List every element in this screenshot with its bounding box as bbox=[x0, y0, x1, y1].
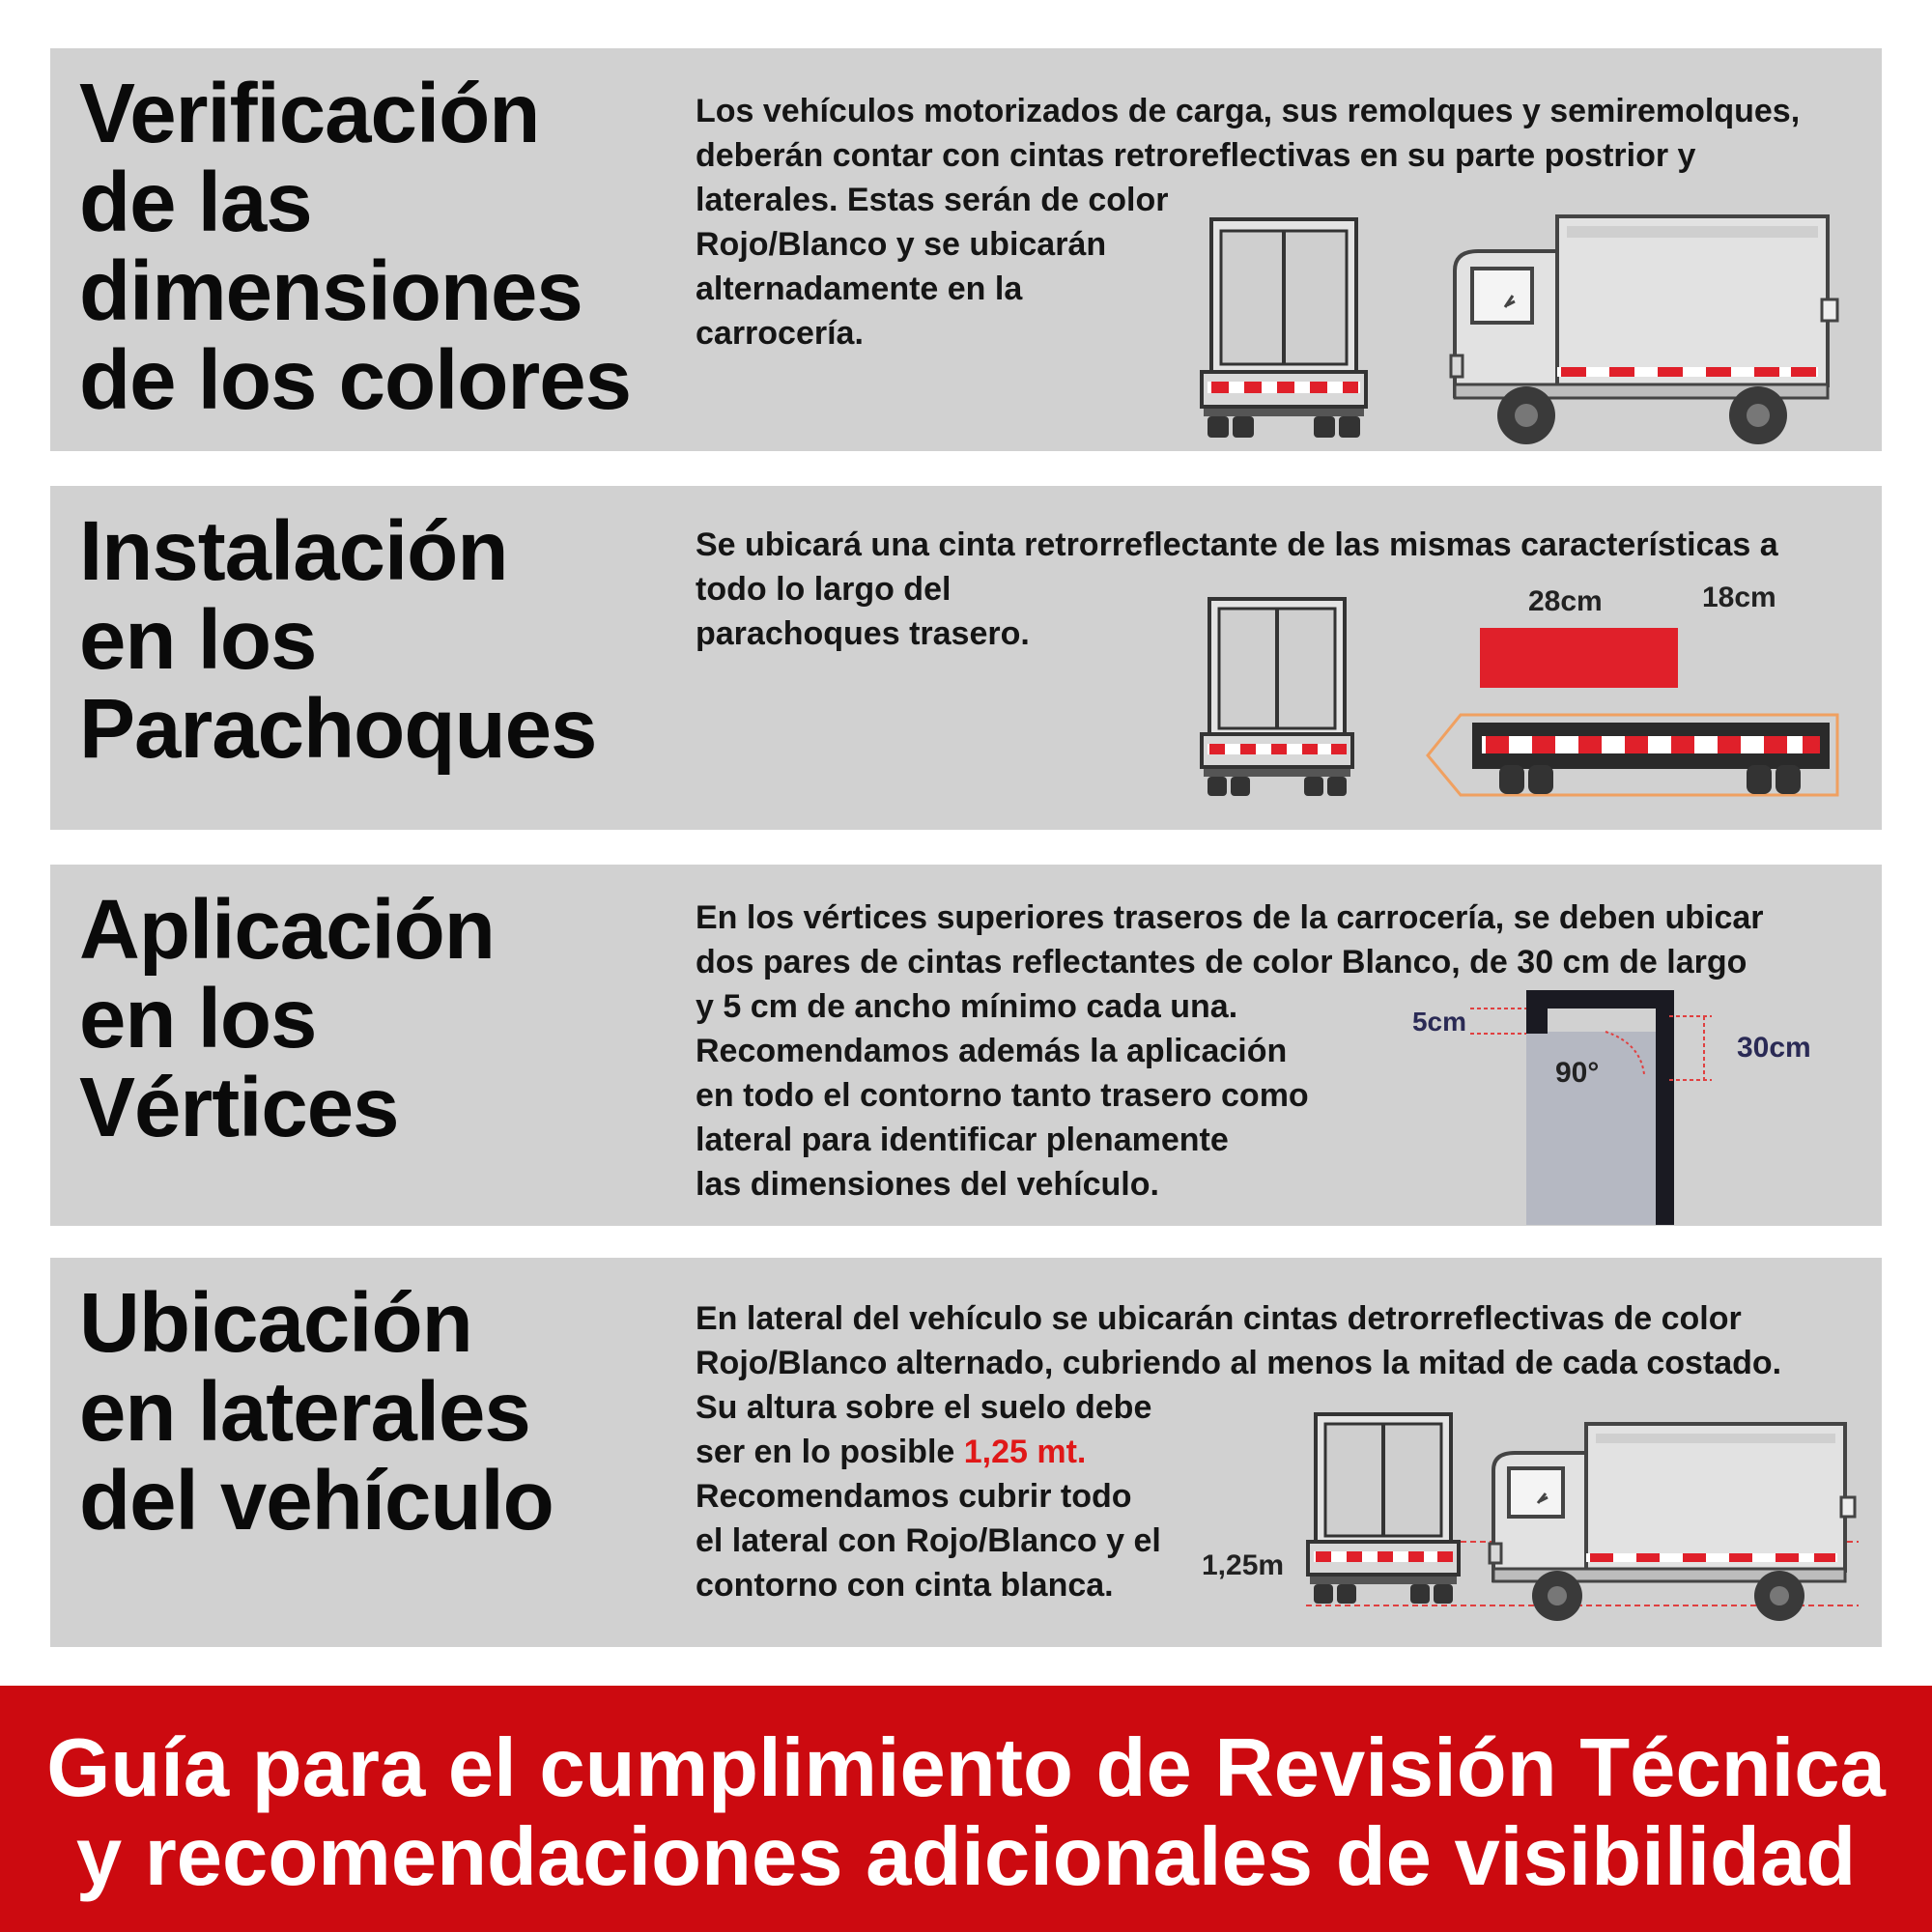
length-label: 30cm bbox=[1737, 1032, 1811, 1064]
section-heading: Verificación de las dimensiones de los colores bbox=[79, 67, 632, 427]
section-bumper-installation bbox=[50, 486, 1882, 830]
footer-title-line-2: y recomendaciones adicionales de visibilidad bbox=[75, 1811, 1857, 1903]
width-label: 5cm bbox=[1411, 1007, 1466, 1037]
red-length-label: 28cm bbox=[1528, 585, 1603, 617]
section-description: En lateral del vehículo se ubicarán cintas detrorreflectivas de color Rojo/Blanco alternado, cubriendo al menos la mitad de cada costado. Su altura sobre el suelo debe ser en lo posible 1,25 mt. Recomendamos cubrir todo el lateral con Rojo/Blanco y el contorno con cinta blanca. bbox=[696, 1300, 1782, 1604]
section-corner-application bbox=[50, 865, 1882, 1226]
section-side-location bbox=[50, 1258, 1882, 1647]
truck-rear-illustration bbox=[1306, 1412, 1461, 1625]
truck-rear-illustration bbox=[1200, 217, 1374, 449]
corner-tape-diagram bbox=[1412, 995, 1866, 1227]
truck-rear-illustration bbox=[1200, 597, 1354, 810]
section-heading: Aplicación en los Vértices bbox=[79, 883, 495, 1154]
white-length-label: 18cm bbox=[1702, 582, 1776, 613]
height-line: ser en lo posible 1,25 mt. bbox=[696, 1434, 1087, 1470]
height-value: 1,25 mt. bbox=[963, 1434, 1087, 1470]
angle-label: 90° bbox=[1555, 1057, 1600, 1089]
footer-title-line-1: Guía para el cumplimiento de Revisión Técnica bbox=[46, 1722, 1886, 1814]
truck-side-illustration bbox=[1490, 1420, 1857, 1623]
section-description: En los vértices superiores traseros de la carrocería, se deben ubicar dos pares de cintas reflectantes de color Blanco, de 30 cm de largo y 5 cm de ancho mínimo cada una. Recomendamos además la aplicación en todo el contorno tanto trasero como lateral para identificar plenamente las dimensiones del vehículo. bbox=[696, 899, 1764, 1203]
red-tape-sample bbox=[1480, 628, 1678, 688]
truck-side-illustration bbox=[1451, 213, 1837, 454]
tape-dimension-diagram bbox=[1422, 578, 1847, 674]
section-color-dimensions bbox=[50, 48, 1882, 451]
footer-banner bbox=[0, 1686, 1932, 1932]
section-description: Los vehículos motorizados de carga, sus remolques y semiremolques, deberán contar con cintas retroreflectivas en su parte postrior y laterales. Estas serán de color Rojo/Blanco y se ubicarán alternadamente en la carrocería. bbox=[696, 93, 1801, 352]
section-description: Se ubicará una cinta retrorreflectante de las mismas características a todo lo largo del parachoques trasero. bbox=[696, 526, 1778, 652]
section-heading: Instalación en los Parachoques bbox=[79, 504, 597, 776]
bumper-top-view-illustration bbox=[1422, 703, 1857, 819]
section-heading: Ubicación en laterales del vehículo bbox=[79, 1276, 554, 1548]
height-label: 1,25m bbox=[1202, 1549, 1285, 1581]
